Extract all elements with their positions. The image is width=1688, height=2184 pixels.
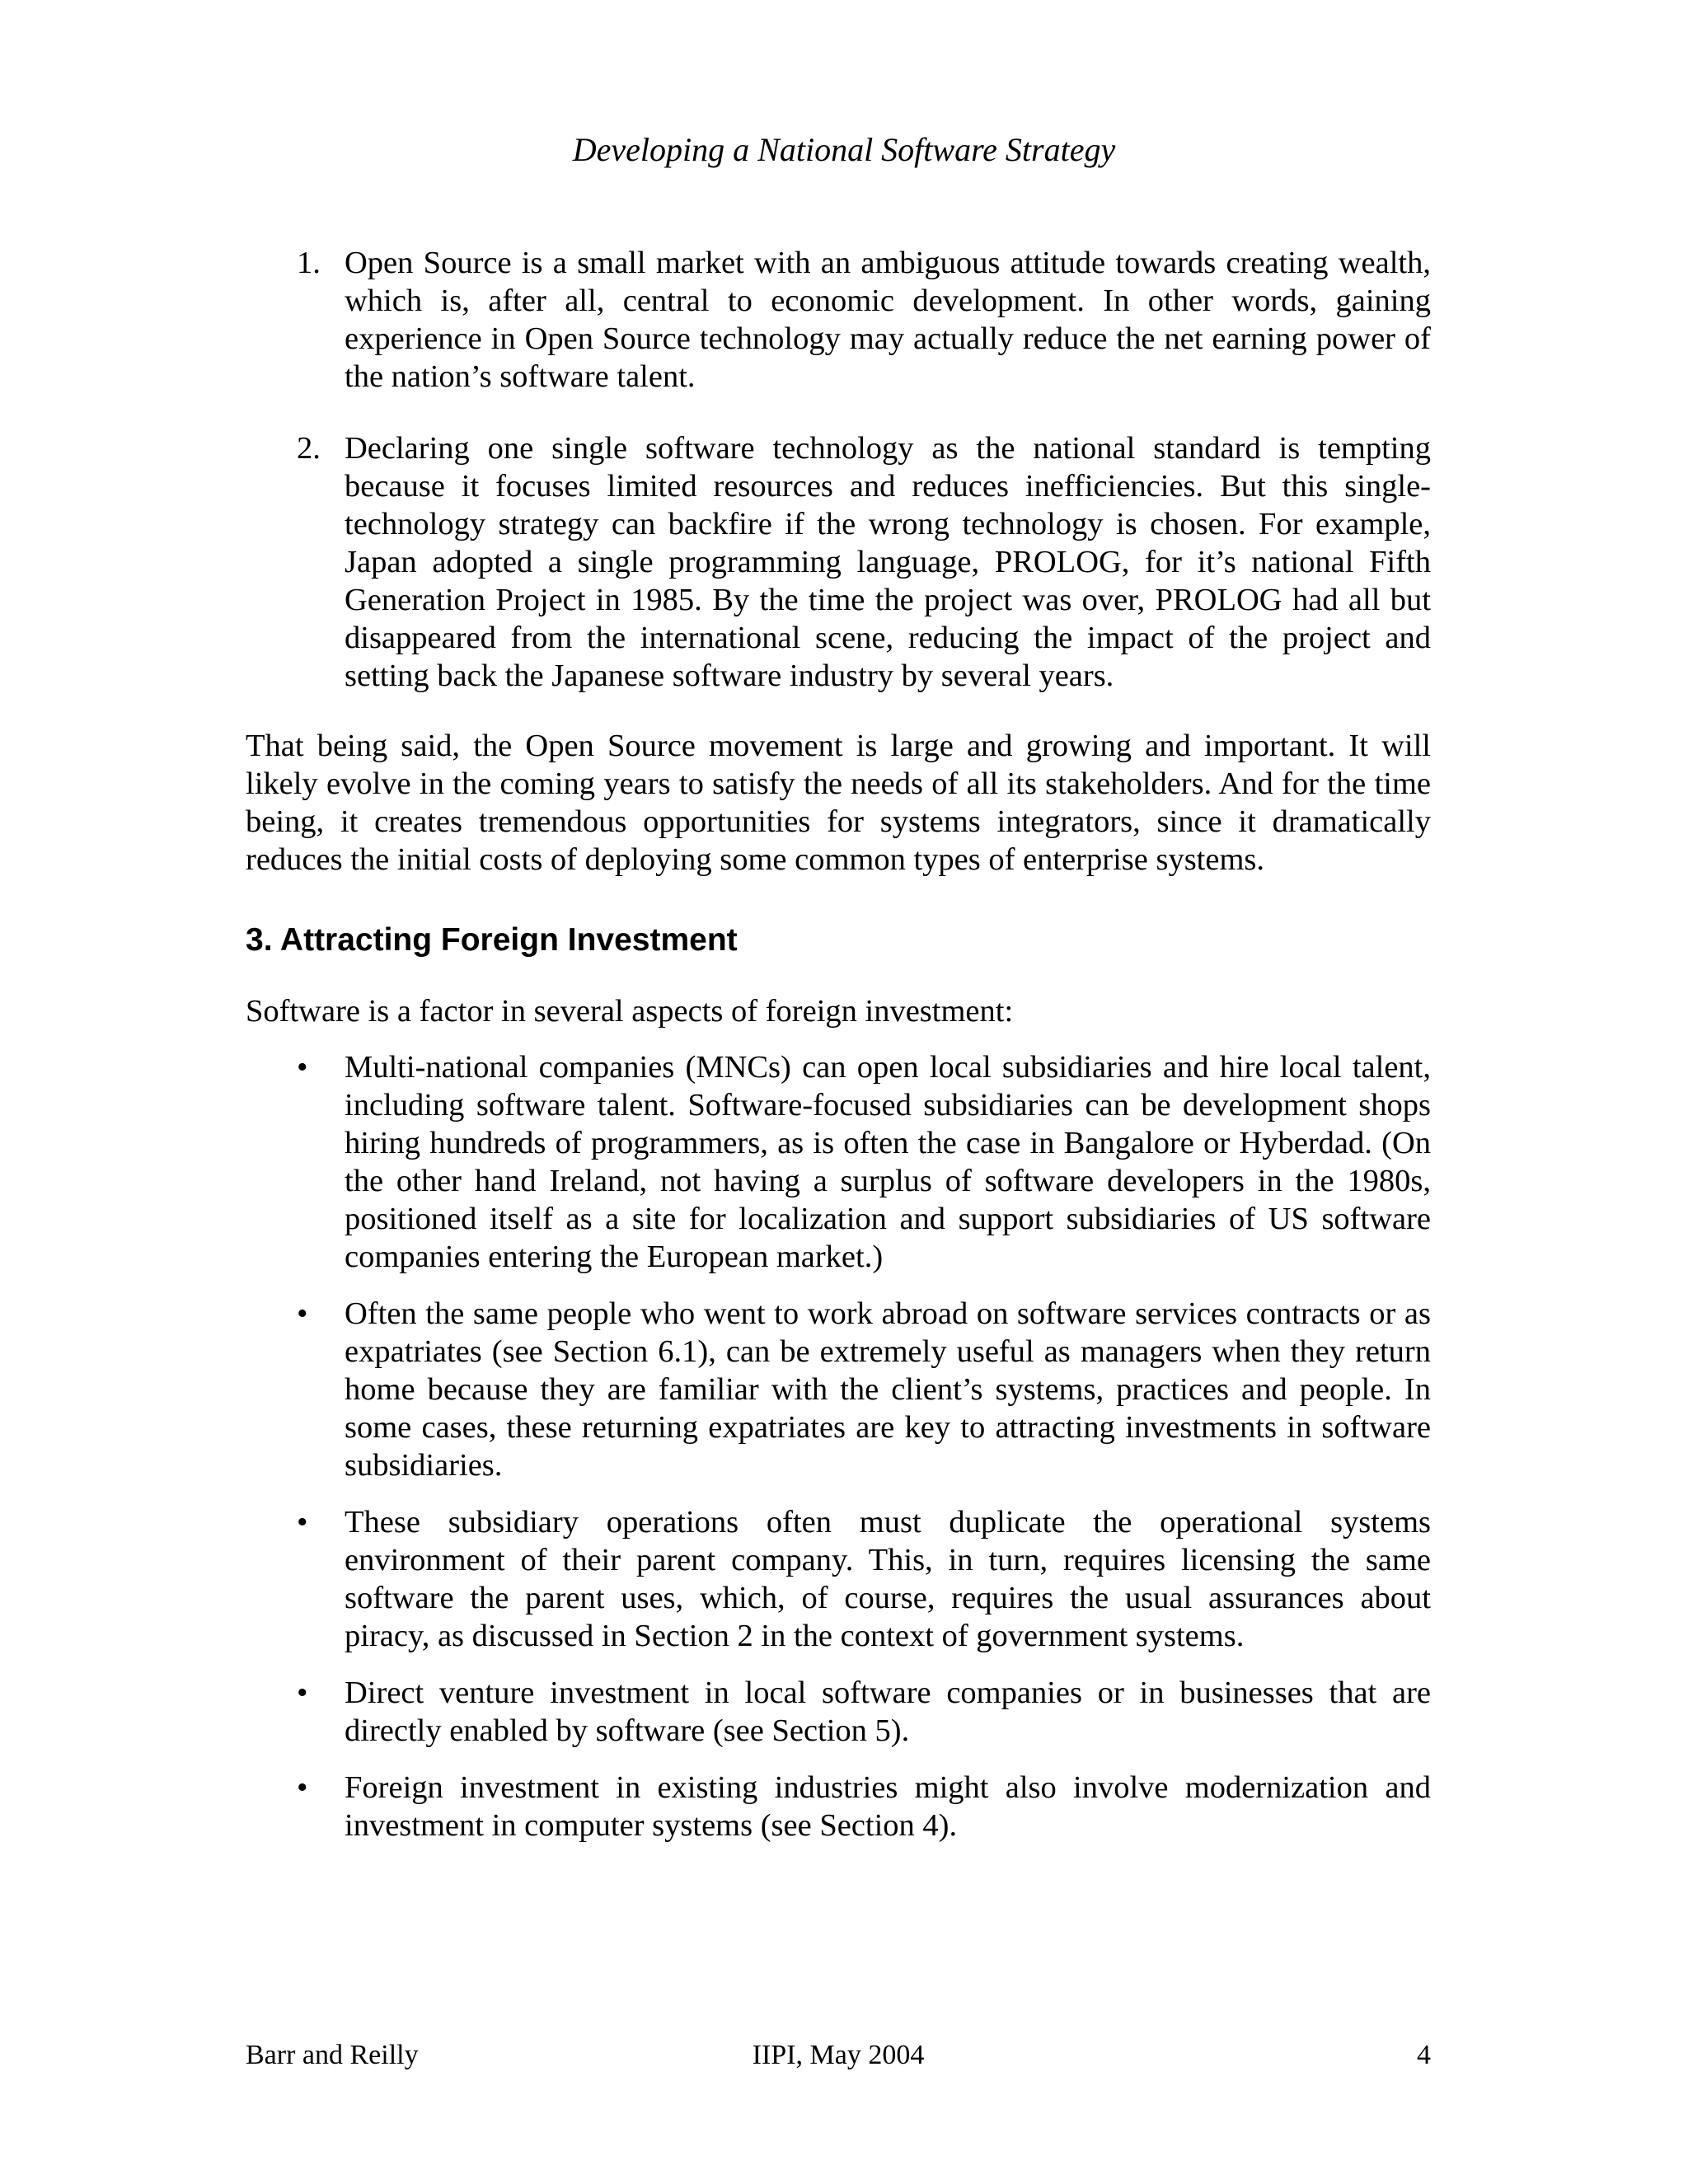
bullet-list-item bbox=[246, 1048, 1431, 1276]
section-intro: Software is a factor in several aspects of foreign investment: bbox=[246, 994, 1014, 1029]
document-body bbox=[246, 244, 1431, 1863]
list-item-text: Open Source is a small market with an ambiguous attitude towards creating wealth, which is, after all, central to economic development. In other words, gaining experience in Open Source technology may actually reduce the net earning power of the nation’s software talent. bbox=[345, 246, 1431, 394]
bullet-icon: • bbox=[297, 1770, 308, 1805]
bullet-icon: • bbox=[297, 1505, 308, 1540]
numbered-list-item bbox=[246, 429, 1431, 695]
page-footer bbox=[246, 2036, 1431, 2075]
bullet-icon: • bbox=[297, 1296, 308, 1331]
body-paragraph: That being said, the Open Source movement is large and growing and important. It will likely evolve in the coming years to satisfy the needs of all its stakeholders. And for the time being, it creates tremendous opportunities for systems integrators, since it dramatically reduces the initial costs of deploying some common types of enterprise systems. bbox=[246, 729, 1431, 877]
list-number: 1. bbox=[297, 246, 321, 280]
bullet-icon: • bbox=[297, 1675, 308, 1710]
bullet-list-item bbox=[246, 1295, 1431, 1484]
running-header: Developing a National Software Strategy bbox=[572, 131, 1116, 168]
page-number: 4 bbox=[1417, 2040, 1431, 2070]
numbered-list bbox=[246, 244, 1431, 695]
numbered-list-item bbox=[246, 244, 1431, 396]
section-heading: 3. Attracting Foreign Investment bbox=[246, 922, 738, 958]
bullet-icon: • bbox=[297, 1050, 308, 1085]
list-item-text: Foreign investment in existing industries might also involve modernization and investment in computer systems (see Section 4). bbox=[345, 1770, 1431, 1843]
footer-publication: IIPI, May 2004 bbox=[752, 2040, 925, 2070]
list-item-text: Often the same people who went to work abroad on software services contracts or as expatriates (see Section 6.1), can be extremely useful as managers when they return home because they are familiar with the client’s systems, practices and people. In some cases, these returning expatriates are key to attracting investments in software subsidiaries. bbox=[345, 1296, 1431, 1483]
bullet-list-item bbox=[246, 1674, 1431, 1750]
list-item-text: Multi-national companies (MNCs) can open local subsidiaries and hire local talent, including software talent. Software-focused subsidiaries can be development shops hiring hundreds of programmers, as is often the case in Bangalore or Hyberdad. (On the other hand Ireland, not having a surplus of software developers in the 1980s, positioned itself as a site for localization and support subsidiaries of US software companies entering the European market.) bbox=[345, 1050, 1431, 1274]
bullet-list bbox=[246, 1048, 1431, 1844]
bullet-list-item bbox=[246, 1769, 1431, 1844]
list-item-text: Declaring one single software technology as the national standard is tempting because it focuses limited resources and reduces inefficiencies. But this single-technology strategy can backfire if the wrong technology is chosen. For example, Japan adopted a single programming language, PROLOG, for it’s national Fifth Generation Project in 1985. By the time the project was over, PROLOG had all but disappeared from the international scene, reducing the impact of the project and setting back the Japanese software industry by several years. bbox=[345, 431, 1431, 693]
footer-authors: Barr and Reilly bbox=[246, 2040, 419, 2070]
bullet-list-item bbox=[246, 1503, 1431, 1655]
list-item-text: Direct venture investment in local software companies or in businesses that are directly enabled by software (see Section 5). bbox=[345, 1675, 1431, 1748]
list-number: 2. bbox=[297, 431, 321, 466]
list-item-text: These subsidiary operations often must duplicate the operational systems environment of their parent company. This, in turn, requires licensing the same software the parent uses, which, of course, requires the usual assurances about piracy, as discussed in Section 2 in the context of government systems. bbox=[345, 1505, 1431, 1653]
